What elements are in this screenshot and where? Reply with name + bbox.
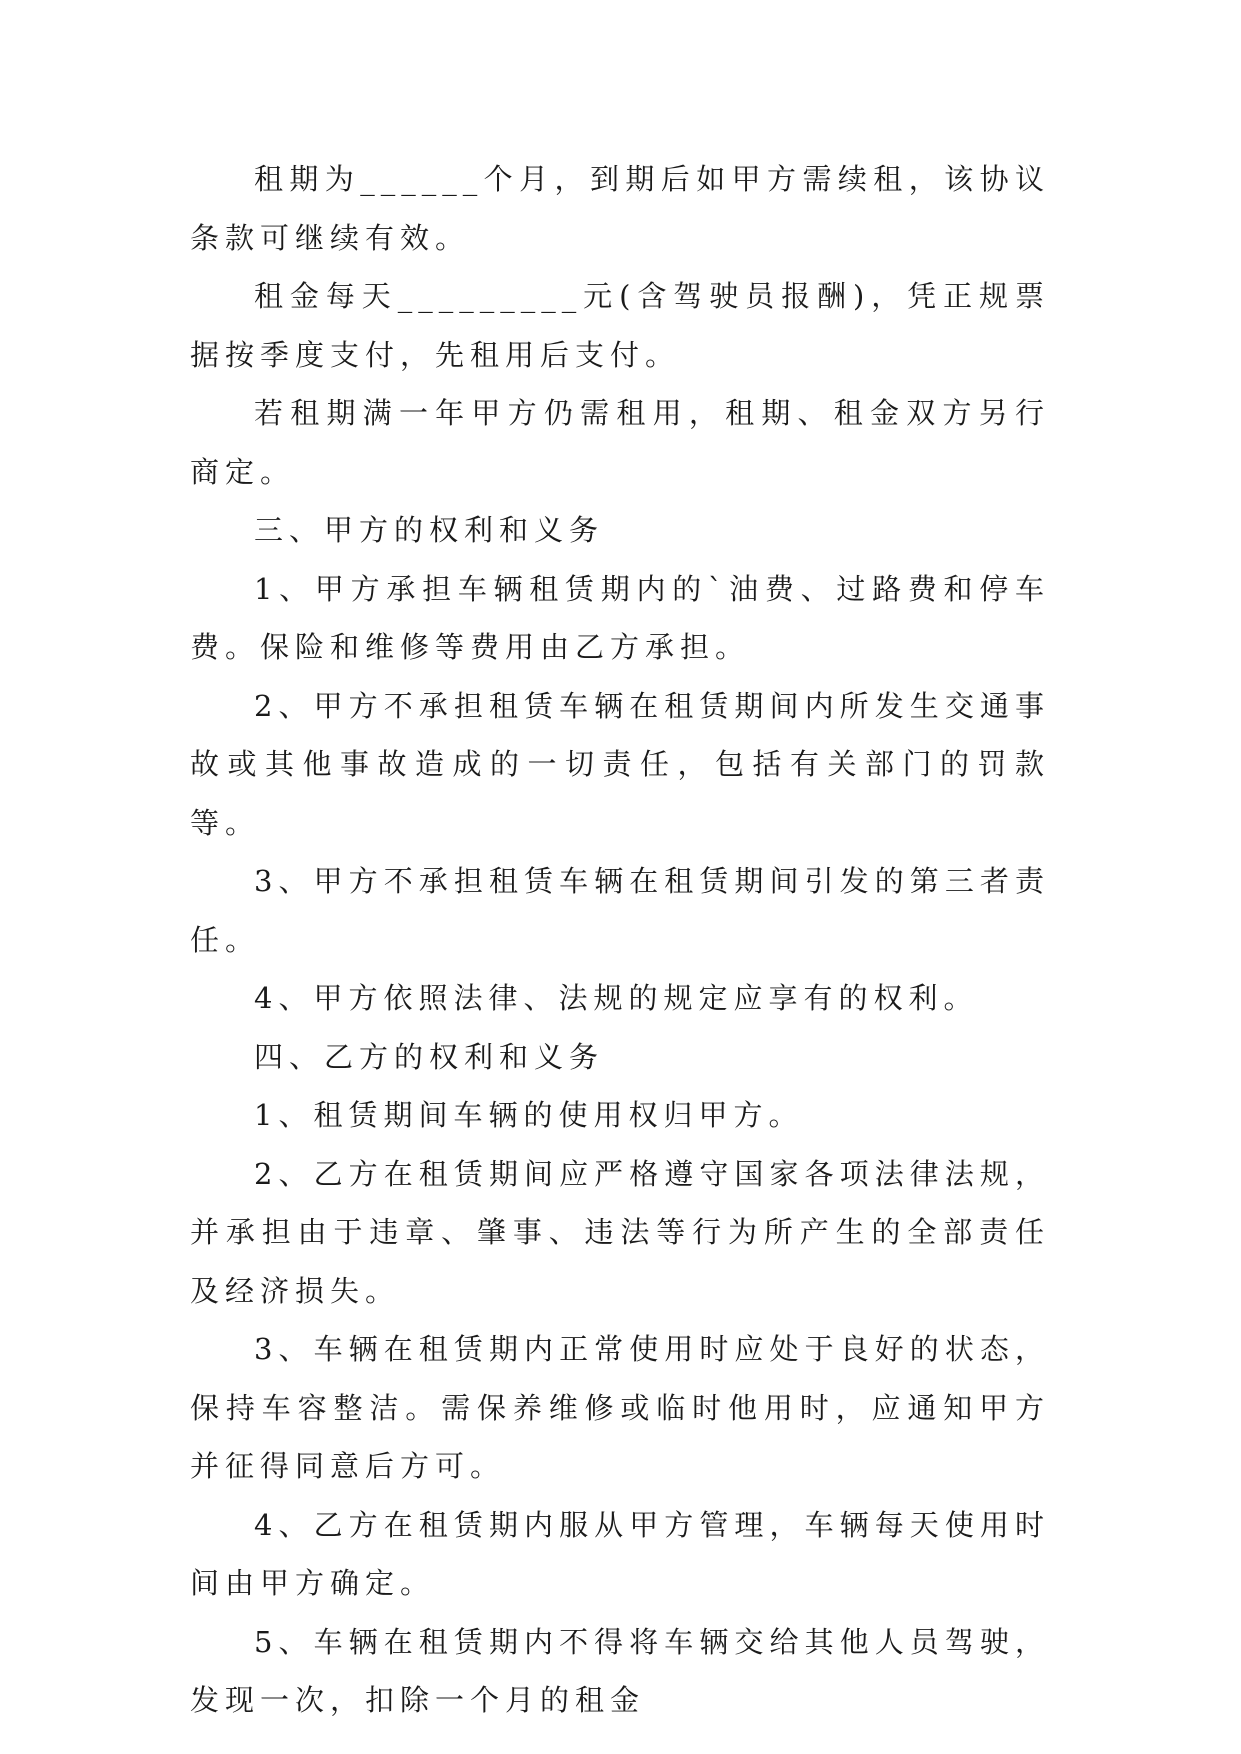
section-heading-party-b: 四、乙方的权利和义务	[254, 1039, 605, 1074]
paragraph-party-a-item-4: 4、甲方依照法律、法规的规定应享有的权利。	[254, 981, 979, 1015]
paragraph-party-b-item-4: 4、乙方在租赁期内服从甲方管理，车辆每天使用时间由甲方确定。	[190, 1507, 1050, 1600]
paragraph-party-b-item-5: 5、车辆在租赁期内不得将车辆交给其他人员驾驶，发现一次，扣除一个月的租金	[190, 1624, 1050, 1717]
paragraph-party-b-item-3: 3、车辆在租赁期内正常使用时应处于良好的状态，保持车容整洁。需保养维修或临时他用时，应通知甲方并征得同意后方可。	[190, 1332, 1050, 1483]
paragraph-party-b-item-2: 2、乙方在租赁期间应严格遵守国家各项法律法规，并承担由于违章、肇事、违法等行为所产生的全部责任及经济损失。	[190, 1156, 1050, 1308]
paragraph-party-a-item-1: 1、甲方承担车辆租赁期内的`油费、过路费和停车费。保险和维修等费用由乙方承担。	[190, 571, 1050, 664]
paragraph-party-b-item-1: 1、租赁期间车辆的使用权归甲方。	[254, 1098, 804, 1132]
paragraph-party-a-item-2: 2、甲方不承担租赁车辆在租赁期间内所发生交通事故或其他事故造成的一切责任，包括有关部门的罚款等。	[190, 688, 1050, 840]
document-body	[190, 150, 1050, 1730]
paragraph-daily-rent: 租金每天_________元(含驾驶员报酬)，凭正规票据按季度支付，先租用后支付。	[190, 279, 1050, 372]
paragraph-party-a-item-3: 3、甲方不承担租赁车辆在租赁期间引发的第三者责任。	[190, 864, 1050, 957]
section-heading-party-a: 三、甲方的权利和义务	[254, 513, 605, 547]
paragraph-renewal: 若租期满一年甲方仍需租用，租期、租金双方另行商定。	[190, 396, 1050, 489]
paragraph-lease-term: 租期为______个月，到期后如甲方需续租，该协议条款可继续有效。	[190, 162, 1050, 255]
